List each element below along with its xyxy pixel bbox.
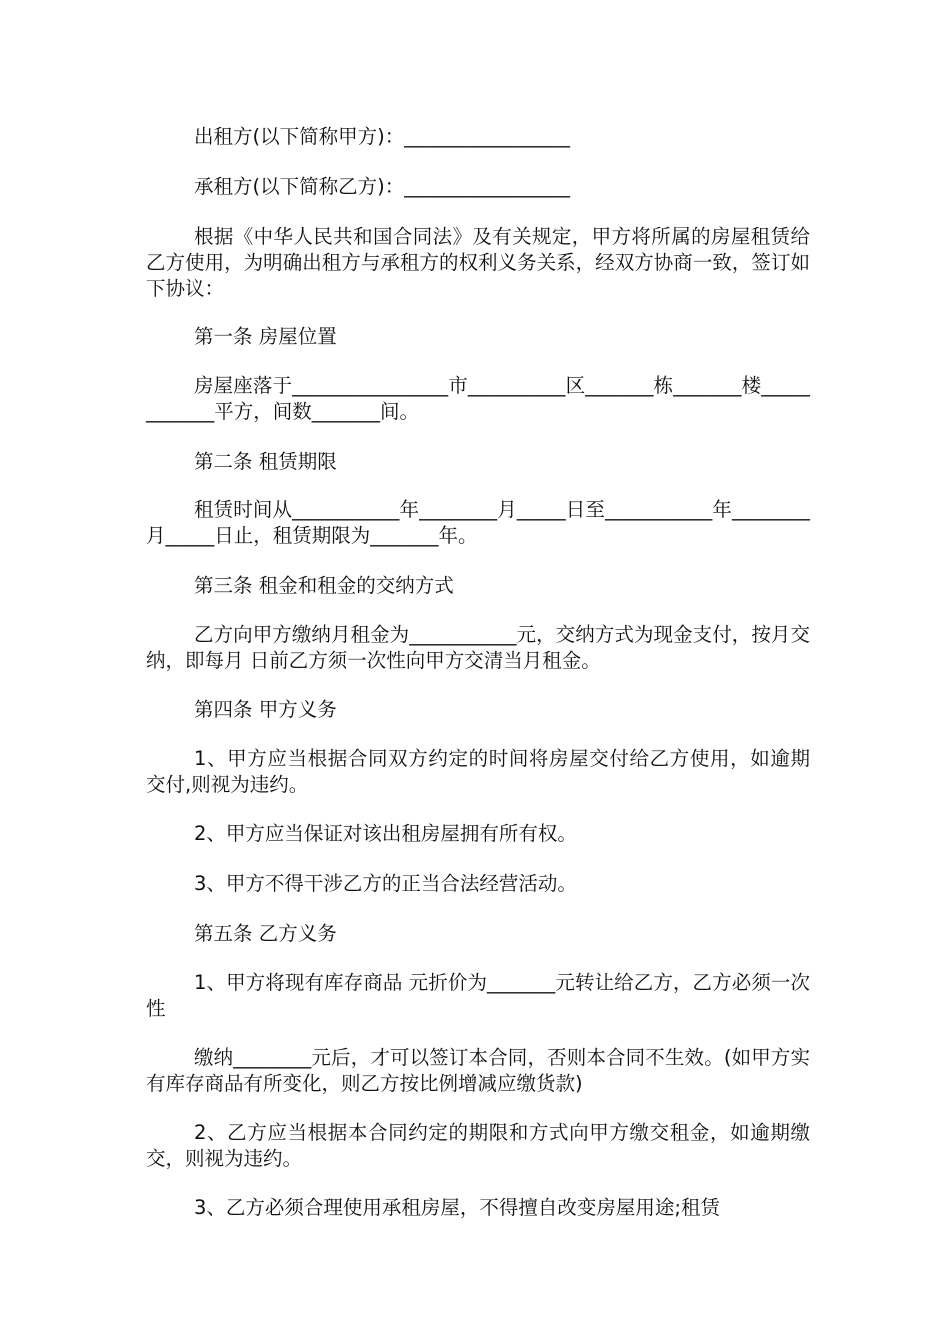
lessor-line: 出租方(以下简称甲方)：_________________ bbox=[194, 125, 570, 148]
article-2-body: 租赁时间从___________年________月_____日至___________年________月_____日止，租赁期限为_______年。 bbox=[146, 498, 810, 547]
article-4-item-3: 3、甲方不得干涉乙方的正当合法经营活动。 bbox=[194, 872, 577, 895]
article-2-title: 第二条 租赁期限 bbox=[194, 450, 337, 473]
article-5-title: 第五条 乙方义务 bbox=[194, 922, 337, 945]
article-4-item-2: 2、甲方应当保证对该出租房屋拥有所有权。 bbox=[194, 822, 577, 845]
article-5-item-2: 2、乙方应当根据本合同约定的期限和方式向甲方缴交租金，如逾期缴交，则视为违约。 bbox=[146, 1121, 810, 1170]
lessee-line: 承租方(以下简称乙方)：_________________ bbox=[194, 175, 570, 198]
article-4-item-1: 1、甲方应当根据合同双方约定的时间将房屋交付给乙方使用，如逾期交付,则视为违约。 bbox=[146, 747, 810, 796]
article-3-title: 第三条 租金和租金的交纳方式 bbox=[194, 574, 454, 597]
article-3-body: 乙方向甲方缴纳月租金为___________元，交纳方式为现金支付，按月交纳，即每月 日前乙方须一次性向甲方交清当月租金。 bbox=[146, 623, 810, 672]
article-5-item-1-continued: 缴纳________元后，才可以签订本合同，否则本合同不生效。(如甲方实有库存商品有所变化，则乙方按比例增减应缴货款) bbox=[146, 1046, 810, 1095]
article-5-item-1: 1、甲方将现有库存商品 元折价为_______元转让给乙方，乙方必须一次性 bbox=[146, 971, 810, 1020]
article-4-title: 第四条 甲方义务 bbox=[194, 698, 337, 721]
preamble-paragraph: 根据《中华人民共和国合同法》及有关规定，甲方将所属的房屋租赁给乙方使用，为明确出租方与承租方的权利义务关系，经双方协商一致，签订如下协议： bbox=[146, 225, 810, 300]
article-1-title: 第一条 房屋位置 bbox=[194, 325, 337, 348]
article-5-item-3: 3、乙方必须合理使用承租房屋，不得擅自改变房屋用途;租赁 bbox=[194, 1196, 720, 1219]
article-1-body: 房屋座落于________________市__________区_______栋_______楼____________平方，间数_______间。 bbox=[146, 374, 810, 423]
